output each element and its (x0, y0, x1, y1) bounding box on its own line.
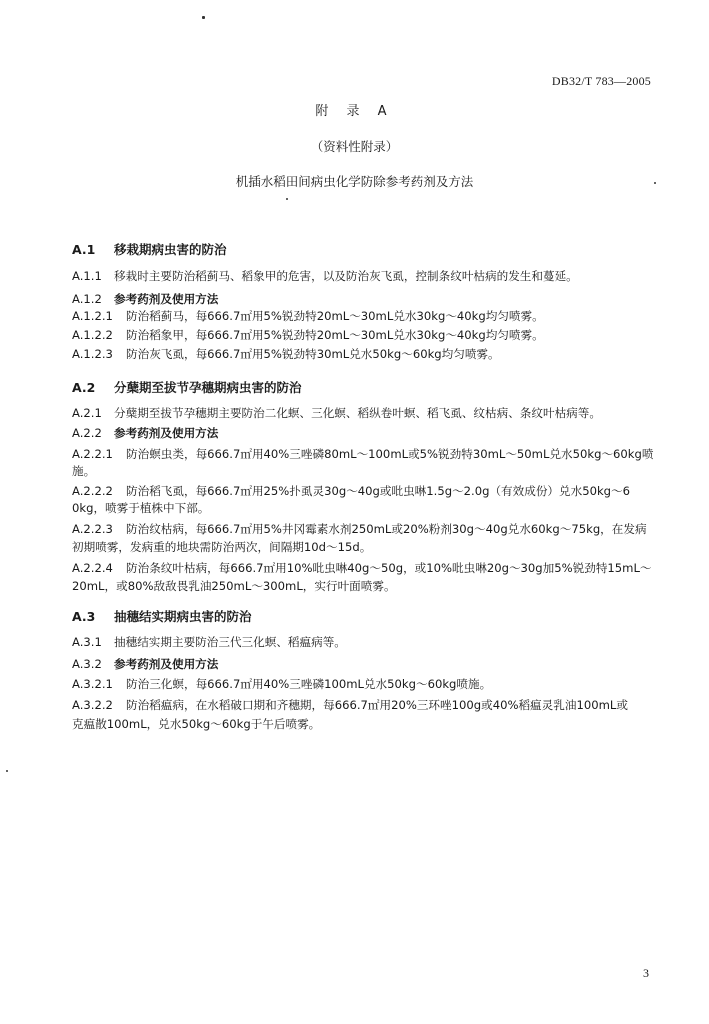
scan-speck (202, 16, 205, 19)
clause-continuation: 初期喷雾，发病重的地块需防治两次，间隔期10d～15d。 (72, 540, 372, 554)
clause: A.1.2 参考药剂及使用方法 (72, 292, 219, 306)
clause-continuation: 20mL，或80%敌敌畏乳油250mL～300mL，实行叶面喷雾。 (72, 579, 396, 593)
clause: A.2.2 参考药剂及使用方法 (72, 426, 219, 440)
section-heading: A.3 抽穗结实期病虫害的防治 (72, 609, 252, 624)
clause: A.1.2.3 防治灰飞虱，每666.7㎡用5%锐劲特30mL兑水50kg～60kg均匀喷雾。 (72, 347, 500, 361)
scan-speck (6, 770, 8, 772)
appendix-title: 附 录 A (315, 104, 394, 119)
clause-continuation: 0kg，喷雾于植株中下部。 (72, 501, 210, 515)
clause: A.1.2.2 防治稻象甲，每666.7㎡用5%锐劲特20mL～30mL兑水30kg～40kg均匀喷雾。 (72, 328, 544, 342)
clause: A.1.2.1 防治稻蓟马，每666.7㎡用5%锐劲特20mL～30mL兑水30kg～40kg均匀喷雾。 (72, 309, 544, 323)
page-number: 3 (643, 966, 649, 980)
section-heading: A.1 移栽期病虫害的防治 (72, 242, 227, 257)
clause: A.2.2.3 防治纹枯病，每666.7㎡用5%井冈霉素水剂250mL或20%粉剂30g～40g兑水60kg～75kg，在发病 (72, 522, 647, 536)
clause: A.3.2 参考药剂及使用方法 (72, 657, 219, 671)
clause: A.2.2.4 防治条纹叶枯病，每666.7㎡用10%吡虫啉40g～50g，或10%吡虫啉20g～30g加5%锐劲特15mL～ (72, 561, 652, 575)
clause: A.2.2.1 防治螟虫类，每666.7㎡用40%三唑磷80mL～100mL或5%锐劲特30mL～50mL兑水50kg～60kg喷 (72, 447, 654, 461)
section-heading: A.2 分蘖期至拔节孕穗期病虫害的防治 (72, 380, 302, 395)
document-title: 机插水稻田间病虫化学防除参考药剂及方法 (235, 174, 474, 189)
scan-speck (654, 182, 656, 184)
clause: A.3.2.2 防治稻瘟病，在水稻破口期和齐穗期，每666.7㎡用20%三环唑100g或40%稻瘟灵乳油100mL或 (72, 698, 628, 712)
clause: A.2.2.2 防治稻飞虱，每666.7㎡用25%扑虱灵30g～40g或吡虫啉1.5g～2.0g（有效成份）兑水50kg～6 (72, 484, 631, 498)
clause-continuation: 克瘟散100mL，兑水50kg～60kg于午后喷雾。 (72, 717, 321, 731)
appendix-type: （资料性附录） (310, 139, 399, 154)
clause: A.3.2.1 防治三化螟，每666.7㎡用40%三唑磷100mL兑水50kg～60kg喷施。 (72, 677, 492, 691)
clause: A.1.1 移栽时主要防治稻蓟马、稻象甲的危害，以及防治灰飞虱，控制条纹叶枯病的发生和蔓延。 (72, 269, 578, 283)
standard-code: DB32/T 783—2005 (551, 74, 651, 88)
clause-continuation: 施。 (72, 464, 96, 478)
clause: A.2.1 分蘖期至拔节孕穗期主要防治二化螟、三化螟、稻纵卷叶螟、稻飞虱、纹枯病、条纹叶枯病等。 (72, 406, 601, 420)
clause: A.3.1 抽穗结实期主要防治三代三化螟、稻瘟病等。 (72, 635, 346, 649)
scan-speck (286, 198, 288, 200)
